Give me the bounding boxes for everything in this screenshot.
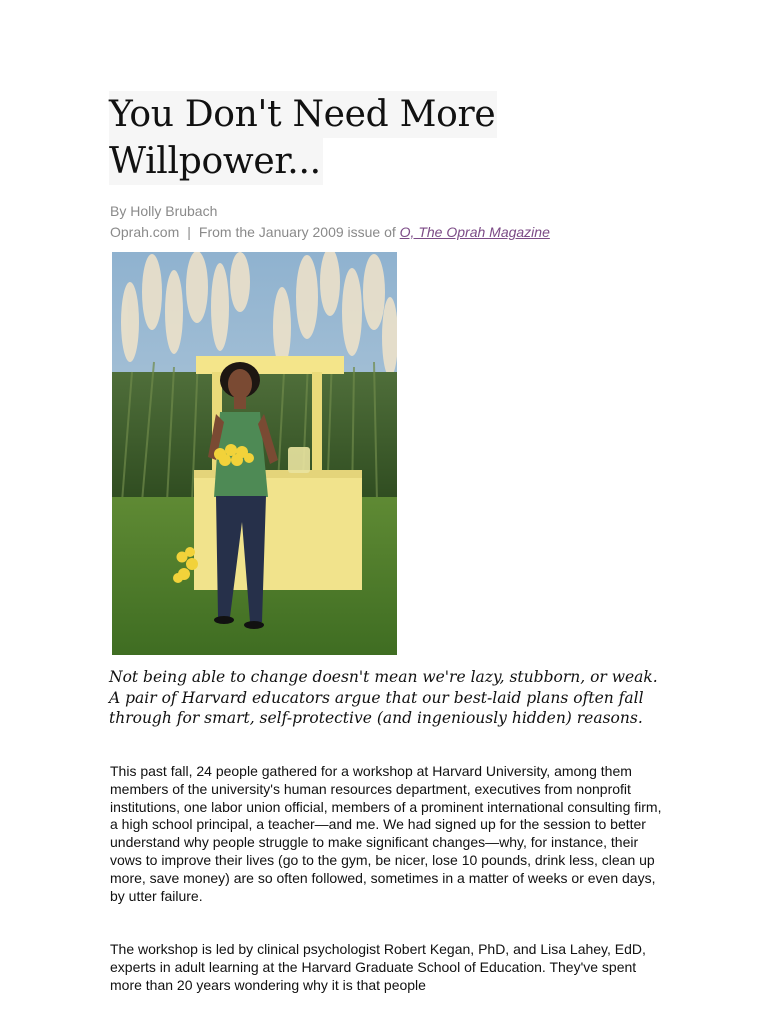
magazine-link[interactable]: O, The Oprah Magazine bbox=[399, 224, 550, 240]
source-separator: | bbox=[187, 224, 191, 240]
source-name: Oprah.com bbox=[110, 224, 180, 240]
article-dek: Not being able to change doesn't mean we're lazy, stubborn, or weak. A pair of Harvard educators argue that our best-laid plans often fall through for smart, self-protective (and ingeniously hidden) reasons. bbox=[109, 668, 658, 727]
body-paragraph-1: This past fall, 24 people gathered for a workshop at Harvard University, among them members of the university's human resources department, executives from nonprofit institutions, one labor union official, members of a prominent international consulting firm, a high school principal, a teacher—and me. We had signed up for the session to better understand why people struggle to make significant changes—why, for instance, their vows to improve their lives (go to the gym, be nicer, lose 10 pounds, drink less, clean up more, save money) are so often followed, sometimes in a matter of weeks or even days, by utter failure. bbox=[110, 763, 662, 904]
byline: By Holly Brubach bbox=[110, 203, 218, 219]
article-title-line-2: Willpower... bbox=[109, 138, 323, 185]
body-paragraph-2: The workshop is led by clinical psychologist Robert Kegan, PhD, and Lisa Lahey, EdD, experts in adult learning at the Harvard Graduate School of Education. They've spent more than 20 years wondering why it is that people bbox=[110, 941, 646, 993]
article-title-line-1: You Don't Need More bbox=[109, 91, 497, 138]
source-line bbox=[110, 222, 550, 242]
issue-text: From the January 2009 issue of bbox=[198, 224, 396, 240]
article-title bbox=[109, 91, 497, 185]
article-photo bbox=[112, 252, 397, 655]
